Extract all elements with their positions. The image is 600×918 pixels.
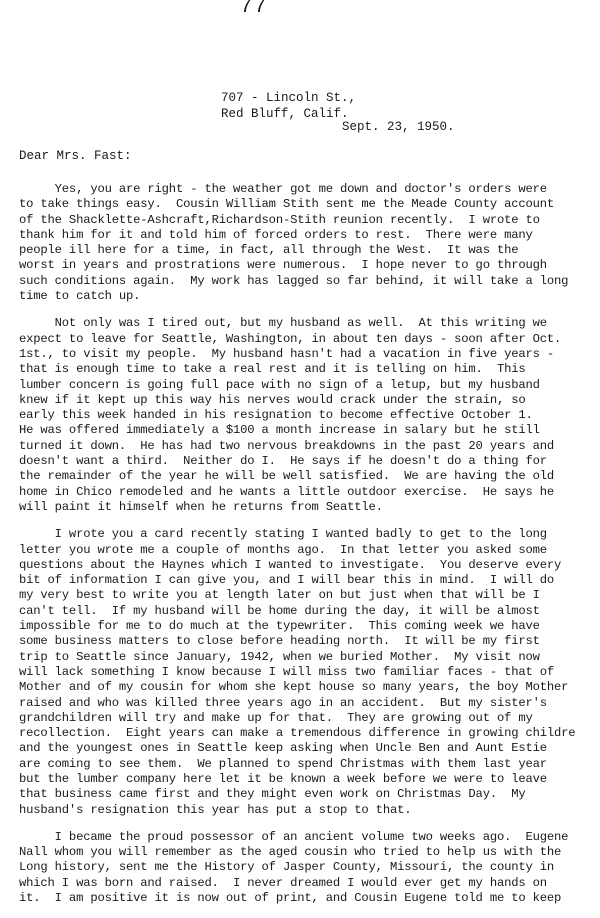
text-line: early this week handed in his resignation to become effective October 1. (19, 408, 533, 423)
text-line: recollection. Eight years can make a tremendous difference in growing childre (19, 726, 576, 741)
letter-date: Sept. 23, 1950. (342, 120, 455, 134)
paragraph-1 (19, 182, 600, 304)
text-line: Yes, you are right - the weather got me down and doctor's orders were (19, 182, 547, 196)
text-line: home in Chico remodeled and he wants a little outdoor exercise. He says he (19, 484, 555, 499)
paragraph-4 (19, 830, 600, 906)
paragraph-3 (19, 527, 600, 818)
text-line: people ill here for a time, in fact, all through the West. It was the (19, 243, 519, 258)
text-line: grandchildren will try and make up for that. They are growing out of my (19, 710, 533, 725)
address-line-1: 707 - Lincoln St., (221, 91, 357, 105)
text-line: knew if it kept up this way his nerves would crack under the strain, so (19, 392, 526, 407)
text-line: impossible for me to do much at the typewriter. This coming week we have (19, 619, 540, 634)
text-line: 1st., to visit my people. My husband hasn't had a vacation in five years - (19, 346, 555, 361)
text-line: my very best to write you at length later on but just when that will be I (19, 588, 540, 603)
text-line: expect to leave for Seattle, Washington, in about ten days - soon after Oct. (19, 331, 562, 346)
text-line: husband's resignation this year has put a stop to that. (19, 802, 412, 817)
text-line: raised and who was killed three years ago in an accident. But my sister's (19, 695, 547, 710)
text-line: I wrote you a card recently stating I wanted badly to get to the long (19, 527, 547, 542)
text-line: it. I am positive it is now out of print, and Cousin Eugene told me to keep (19, 891, 562, 906)
text-line: are coming to see them. We planned to spend Christmas with them last year (19, 756, 547, 771)
letter-body (19, 182, 600, 918)
text-line: lumber concern is going full pace with no sign of a letup, but my husband (19, 377, 540, 392)
text-line: turned it down. He has had two nervous breakdowns in the past 20 years and (19, 438, 555, 453)
text-line: questions about the Haynes which I wanted to investigate. You deserve every (19, 557, 562, 572)
text-line: Nall whom you will remember as the aged cousin who tried to help us with the (19, 845, 562, 860)
text-line: Long history, sent me the History of Jasper County, Missouri, the county in (19, 860, 555, 875)
text-line: Mother and of my cousin for whom she kept house so many years, the boy Mother (19, 680, 569, 695)
paragraph-2 (19, 316, 600, 515)
text-line: to take things easy. Cousin William Stith sent me the Meade County account (19, 197, 555, 212)
text-line: worst in years and prostrations were numerous. I hope never to go through (19, 258, 547, 273)
page-number: 77 (240, 0, 269, 19)
text-line: can't tell. If my husband will be home during the day, it will be almost (19, 603, 540, 618)
text-line: letter you wrote me a couple of months ago. In that letter you asked some (19, 542, 547, 557)
salutation: Dear Mrs. Fast: (19, 149, 132, 163)
text-line: I became the proud possessor of an ancient volume two weeks ago. Eugene (19, 829, 569, 844)
text-line: which I was born and raised. I never dreamed I would ever get my hands on (19, 875, 547, 890)
text-line: of the Shacklette-Ashcraft,Richardson-Stith reunion recently. I wrote to (19, 212, 540, 227)
text-line: and the youngest ones in Seattle keep asking when Uncle Ben and Aunt Estie (19, 741, 547, 756)
address-line-2: Red Bluff, Calif. (221, 107, 349, 121)
text-line: that business came first and they might even work on Christmas Day. My (19, 787, 526, 802)
text-line: He was offered immediately a $100 a month increase in salary but he still (19, 423, 540, 438)
text-line: thank him for it and told him of forced orders to rest. There were many (19, 227, 533, 242)
text-line: will lack something I know because I will miss two familiar faces - that of (19, 664, 555, 679)
text-line: doesn't want a third. Neither do I. He says if he doesn't do a thing for (19, 454, 547, 469)
text-line: some business matters to close before heading north. It will be my first (19, 634, 540, 649)
text-line: trip to Seattle since January, 1942, when we buried Mother. My visit now (19, 649, 540, 664)
text-line: that is enough time to take a real rest and it is telling on him. This (19, 362, 526, 377)
text-line: Not only was I tired out, but my husband as well. At this writing we (19, 316, 547, 331)
text-line: such conditions again. My work has lagged so far behind, it will take a long (19, 273, 569, 288)
text-line: the remainder of the year he will be well satisfied. We are having the old (19, 469, 555, 484)
text-line: bit of information I can give you, and I will bear this in mind. I will do (19, 573, 555, 588)
text-line: time to catch up. (19, 289, 141, 304)
text-line: but the lumber company here let it be known a week before we were to leave (19, 771, 547, 786)
text-line: will paint it himself when he returns from Seattle. (19, 499, 383, 514)
